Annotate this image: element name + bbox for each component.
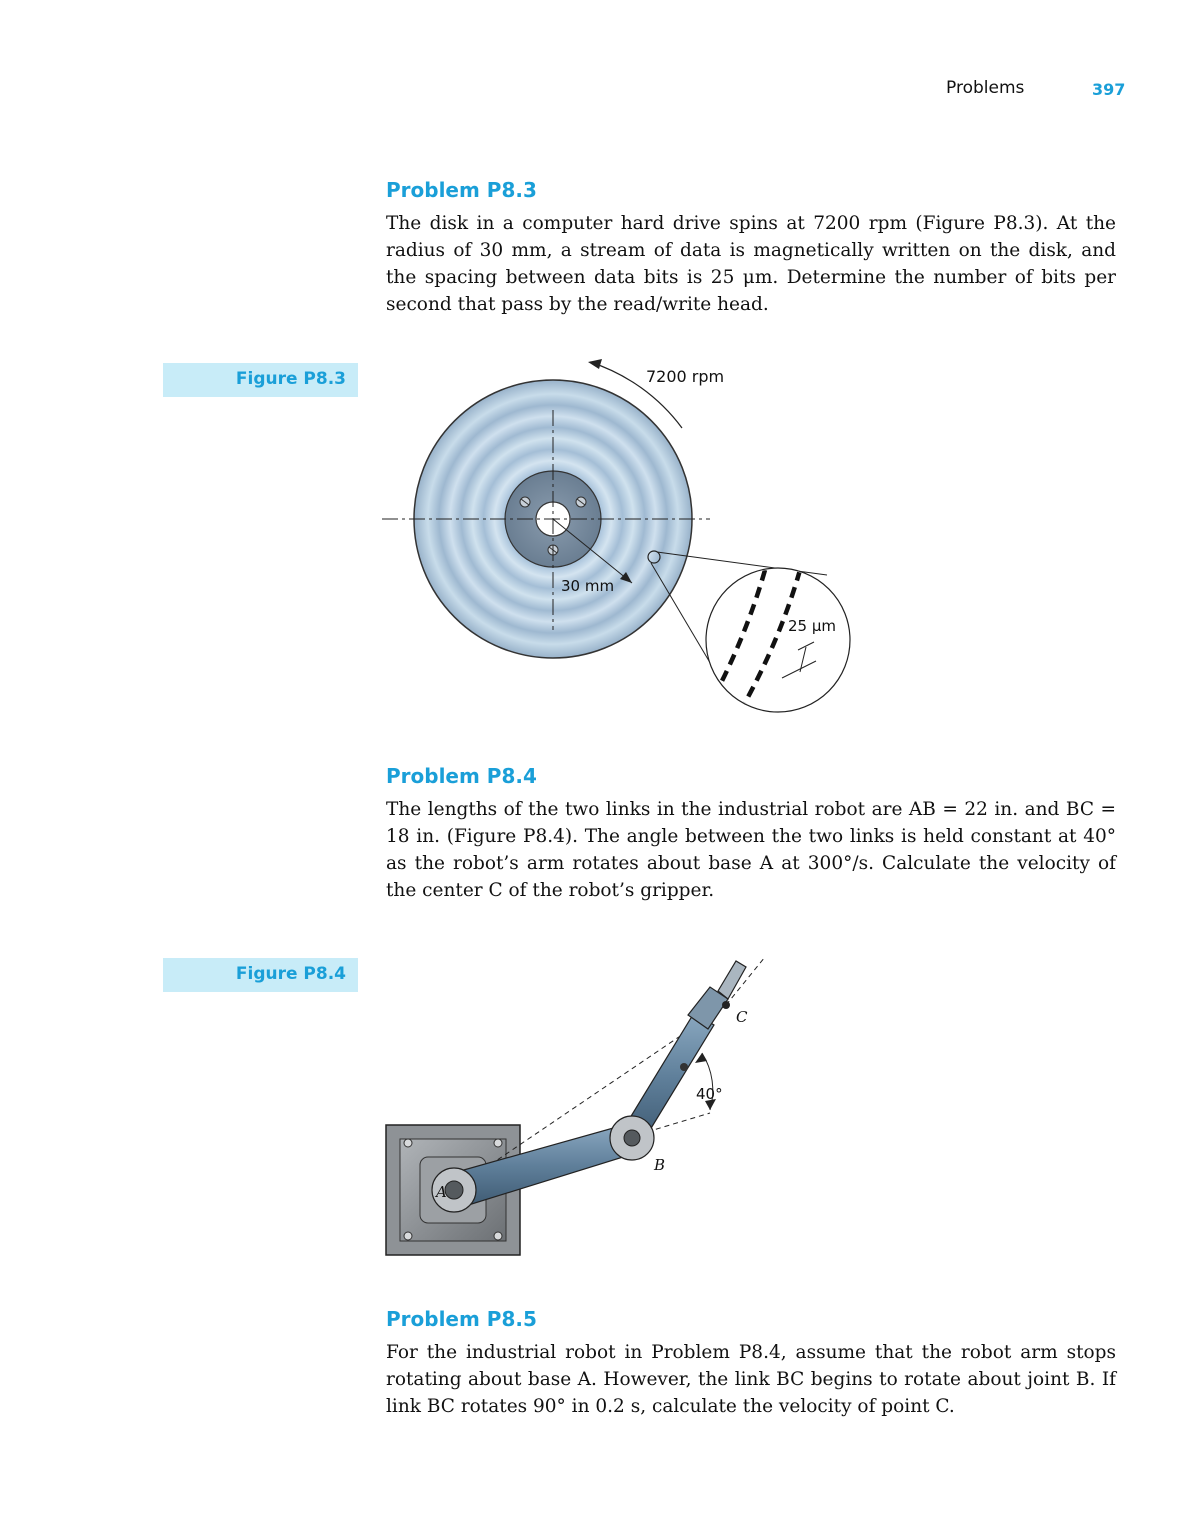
spacing-label: 25 μm [788, 617, 837, 635]
figure-label-tab [163, 958, 358, 992]
point-c-marker [722, 1001, 730, 1009]
running-head: Problems [946, 78, 1025, 98]
robot-figure [380, 945, 780, 1265]
point-b-label: B [654, 1156, 666, 1174]
figure-label-tab [163, 363, 358, 397]
point-a-label: A [436, 1183, 447, 1201]
figure-label: Figure P8.4 [235, 964, 346, 984]
point-c-label: C [736, 1008, 748, 1026]
angle-label: 40° [696, 1085, 723, 1103]
page-number: 397 [1092, 80, 1126, 99]
link-bc-bolt [680, 1063, 688, 1071]
problem-title: Problem P8.5 [386, 1307, 537, 1331]
problem-text: The lengths of the two links in the industrial robot are AB = 22 in. and BC = 18 in. (Figure P8.4). The angle between the two links is held constant at 40° as the robot’s arm rotates about base A at 300°/s. Calculate the velocity of the center C of the robot’s gripper. [386, 799, 1116, 901]
robot-gripper [718, 961, 746, 999]
rotation-arrowhead [588, 359, 602, 369]
rpm-label: 7200 rpm [646, 367, 725, 386]
hard-disk-figure [370, 350, 870, 730]
radius-label: 30 mm [561, 577, 615, 595]
problem-title: Problem P8.3 [386, 178, 537, 202]
problem-title: Problem P8.4 [386, 764, 537, 788]
joint-b-pin [624, 1130, 640, 1146]
zoom-detail-circle [706, 568, 850, 712]
joint-a-pin [445, 1181, 463, 1199]
problem-text: The disk in a computer hard drive spins at 7200 rpm (Figure P8.3). At the radius of 30 mm, a stream of data is magnetically written on the disk, and the spacing between data bits is 25 μm. Determine the number of bits per second that pass by the read/write head. [386, 213, 1116, 315]
problem-text: For the industrial robot in Problem P8.4, assume that the robot arm stops rotating about base A. However, the link BC begins to rotate about joint B. If link BC rotates 90° in 0.2 s, calculate the velocity of point C. [386, 1342, 1116, 1417]
figure-label: Figure P8.3 [235, 369, 346, 389]
